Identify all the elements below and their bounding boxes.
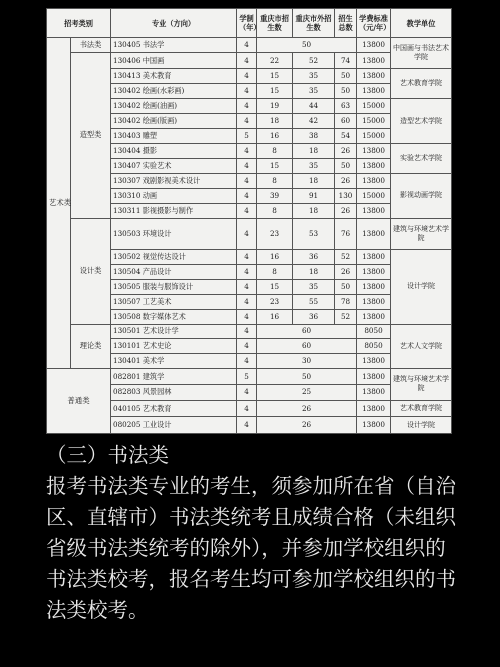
cq-cell: 15 (257, 279, 293, 294)
total-cell: 63 (335, 99, 357, 114)
cq-cell: 15 (257, 69, 293, 84)
fee-cell: 13800 (357, 84, 391, 99)
major-cell: 130405 书法学 (111, 38, 237, 53)
fee-cell: 13800 (357, 294, 391, 309)
fee-cell: 13800 (357, 144, 391, 159)
out-cell: 52 (293, 52, 335, 69)
enroll-merged-cell: 25 (257, 384, 357, 400)
years-cell: 4 (237, 69, 257, 84)
unit-cell: 艺术教育学院 (391, 69, 452, 99)
header-major: 专业（方向） (111, 9, 237, 38)
out-cell: 18 (293, 144, 335, 159)
fee-cell: 13800 (357, 218, 391, 249)
table-row (47, 38, 452, 53)
header-total: 招生总数 (335, 9, 357, 38)
fee-cell: 13800 (357, 158, 391, 173)
major-cell: 130402 绘画(水彩画) (111, 84, 237, 99)
fee-cell: 13800 (357, 52, 391, 69)
fee-cell: 15000 (357, 114, 391, 129)
major-cell: 130307 戏剧影视美术设计 (111, 173, 237, 188)
total-cell: 76 (335, 218, 357, 249)
cq-cell: 8 (257, 264, 293, 279)
out-cell: 36 (293, 309, 335, 324)
major-cell: 130504 产品设计 (111, 264, 237, 279)
major-cell: 130311 影视摄影与制作 (111, 203, 237, 218)
major-cell: 130402 绘画(油画) (111, 99, 237, 114)
fee-cell: 13800 (357, 250, 391, 265)
major-cell: 130404 摄影 (111, 144, 237, 159)
major-cell: 130407 实验艺术 (111, 158, 237, 173)
years-cell: 4 (237, 264, 257, 279)
category-art: 艺术类 (47, 38, 71, 369)
major-cell: 130401 美术学 (111, 354, 237, 369)
fee-cell: 8050 (357, 339, 391, 354)
years-cell: 4 (237, 354, 257, 369)
years-cell: 4 (237, 218, 257, 249)
cq-cell: 19 (257, 99, 293, 114)
years-cell: 4 (237, 417, 257, 434)
notes-heading: （三）书法类 (46, 443, 169, 467)
major-cell: 130403 雕塑 (111, 129, 237, 144)
enroll-merged-cell: 50 (257, 38, 357, 53)
total-cell: 52 (335, 250, 357, 265)
major-cell: 130406 中国画 (111, 52, 237, 69)
header-fee: 学费标准（元/年） (357, 9, 391, 38)
enroll-merged-cell: 26 (257, 400, 357, 417)
years-cell: 5 (237, 369, 257, 385)
out-cell: 35 (293, 69, 335, 84)
unit-cell: 艺术人文学院 (391, 324, 452, 369)
unit-cell: 造型艺术学院 (391, 99, 452, 144)
cq-cell: 8 (257, 203, 293, 218)
subcategory-theory: 理论类 (71, 324, 111, 369)
enrollment-table (46, 8, 452, 434)
unit-cell: 设计学院 (391, 417, 452, 434)
major-cell: 130101 艺术史论 (111, 339, 237, 354)
major-cell: 130508 数字媒体艺术 (111, 309, 237, 324)
enroll-merged-cell: 60 (257, 339, 357, 354)
table-header-row (47, 9, 452, 38)
out-cell: 35 (293, 158, 335, 173)
total-cell: 54 (335, 129, 357, 144)
notes-body: 报考书法类专业的考生，须参加所在省（自治区、直辖市）书法类统考且成绩合格（未组织省级书法类统考的除外），并参加学校组织的书法类校考，报名考生均可参加学校组织的书法类校考。 (46, 474, 456, 622)
cq-cell: 18 (257, 114, 293, 129)
major-cell: 130507 工艺美术 (111, 294, 237, 309)
years-cell: 4 (237, 250, 257, 265)
cq-cell: 8 (257, 173, 293, 188)
header-category: 招考类别 (47, 9, 111, 38)
fee-cell: 13800 (357, 38, 391, 53)
cq-cell: 16 (257, 309, 293, 324)
years-cell: 4 (237, 324, 257, 339)
fee-cell: 13800 (357, 69, 391, 84)
enroll-merged-cell: 30 (257, 354, 357, 369)
major-cell: 130501 艺术设计学 (111, 324, 237, 339)
notes-section (46, 440, 466, 626)
years-cell: 4 (237, 144, 257, 159)
table-row (47, 218, 452, 249)
major-cell: 130310 动画 (111, 188, 237, 203)
total-cell: 26 (335, 264, 357, 279)
years-cell: 4 (237, 203, 257, 218)
enroll-merged-cell: 60 (257, 324, 357, 339)
header-years: 学制（年） (237, 9, 257, 38)
fee-cell: 15000 (357, 129, 391, 144)
major-cell: 130502 视觉传达设计 (111, 250, 237, 265)
total-cell: 26 (335, 173, 357, 188)
years-cell: 4 (237, 173, 257, 188)
total-cell: 50 (335, 279, 357, 294)
subcategory-calligraphy: 书法类 (71, 38, 111, 53)
enroll-merged-cell: 50 (257, 369, 357, 385)
header-out-enroll: 重庆市外招生数 (293, 9, 335, 38)
table-image (46, 8, 451, 434)
cq-cell: 16 (257, 250, 293, 265)
cq-cell: 15 (257, 158, 293, 173)
fee-cell: 13800 (357, 400, 391, 417)
fee-cell: 13800 (357, 417, 391, 434)
years-cell: 4 (237, 339, 257, 354)
years-cell: 4 (237, 400, 257, 417)
years-cell: 4 (237, 158, 257, 173)
years-cell: 4 (237, 52, 257, 69)
out-cell: 18 (293, 264, 335, 279)
years-cell: 4 (237, 294, 257, 309)
total-cell: 26 (335, 144, 357, 159)
subcategory-modeling: 造型类 (71, 52, 111, 218)
total-cell: 26 (335, 203, 357, 218)
out-cell: 36 (293, 250, 335, 265)
years-cell: 5 (237, 129, 257, 144)
major-cell: 082801 建筑学 (111, 369, 237, 385)
cq-cell: 23 (257, 294, 293, 309)
enroll-merged-cell: 26 (257, 417, 357, 434)
out-cell: 55 (293, 294, 335, 309)
total-cell: 52 (335, 309, 357, 324)
unit-cell: 建筑与环境艺术学院 (391, 218, 452, 249)
fee-cell: 13800 (357, 384, 391, 400)
fee-cell: 8050 (357, 324, 391, 339)
years-cell: 4 (237, 309, 257, 324)
years-cell: 4 (237, 384, 257, 400)
fee-cell: 13800 (357, 173, 391, 188)
major-cell: 130503 环境设计 (111, 218, 237, 249)
category-general: 普通类 (47, 369, 111, 434)
major-cell: 082803 风景园林 (111, 384, 237, 400)
fee-cell: 13800 (357, 354, 391, 369)
total-cell: 74 (335, 52, 357, 69)
out-cell: 35 (293, 84, 335, 99)
years-cell: 4 (237, 99, 257, 114)
cq-cell: 23 (257, 218, 293, 249)
fee-cell: 13800 (357, 203, 391, 218)
years-cell: 4 (237, 279, 257, 294)
unit-cell: 艺术教育学院 (391, 400, 452, 417)
major-cell: 130413 美术教育 (111, 69, 237, 84)
cq-cell: 16 (257, 129, 293, 144)
major-cell: 040105 艺术教育 (111, 400, 237, 417)
unit-cell: 影视动画学院 (391, 173, 452, 218)
total-cell: 60 (335, 114, 357, 129)
unit-cell: 实验艺术学院 (391, 144, 452, 174)
fee-cell: 13800 (357, 309, 391, 324)
out-cell: 38 (293, 129, 335, 144)
fee-cell: 15000 (357, 188, 391, 203)
fee-cell: 13800 (357, 369, 391, 385)
out-cell: 44 (293, 99, 335, 114)
out-cell: 42 (293, 114, 335, 129)
cq-cell: 22 (257, 52, 293, 69)
major-cell: 080205 工业设计 (111, 417, 237, 434)
fee-cell: 13800 (357, 279, 391, 294)
total-cell: 130 (335, 188, 357, 203)
years-cell: 4 (237, 188, 257, 203)
years-cell: 4 (237, 114, 257, 129)
unit-cell: 中国画与书法艺术学院 (391, 38, 452, 69)
years-cell: 4 (237, 38, 257, 53)
total-cell: 50 (335, 69, 357, 84)
fee-cell: 13800 (357, 264, 391, 279)
total-cell: 50 (335, 158, 357, 173)
major-cell: 130505 服装与服饰设计 (111, 279, 237, 294)
table-row (47, 369, 452, 385)
subcategory-design: 设计类 (71, 218, 111, 324)
out-cell: 53 (293, 218, 335, 249)
major-cell: 130402 绘画(版画) (111, 114, 237, 129)
header-cq-enroll: 重庆市招生数 (257, 9, 293, 38)
unit-cell: 设计学院 (391, 250, 452, 325)
total-cell: 50 (335, 84, 357, 99)
out-cell: 18 (293, 173, 335, 188)
out-cell: 18 (293, 203, 335, 218)
years-cell: 4 (237, 84, 257, 99)
unit-cell: 建筑与环境艺术学院 (391, 369, 452, 400)
cq-cell: 8 (257, 144, 293, 159)
out-cell: 35 (293, 279, 335, 294)
total-cell: 78 (335, 294, 357, 309)
header-unit: 教学单位 (391, 9, 452, 38)
fee-cell: 15000 (357, 99, 391, 114)
cq-cell: 15 (257, 84, 293, 99)
table-row (47, 324, 452, 339)
cq-cell: 39 (257, 188, 293, 203)
out-cell: 91 (293, 188, 335, 203)
